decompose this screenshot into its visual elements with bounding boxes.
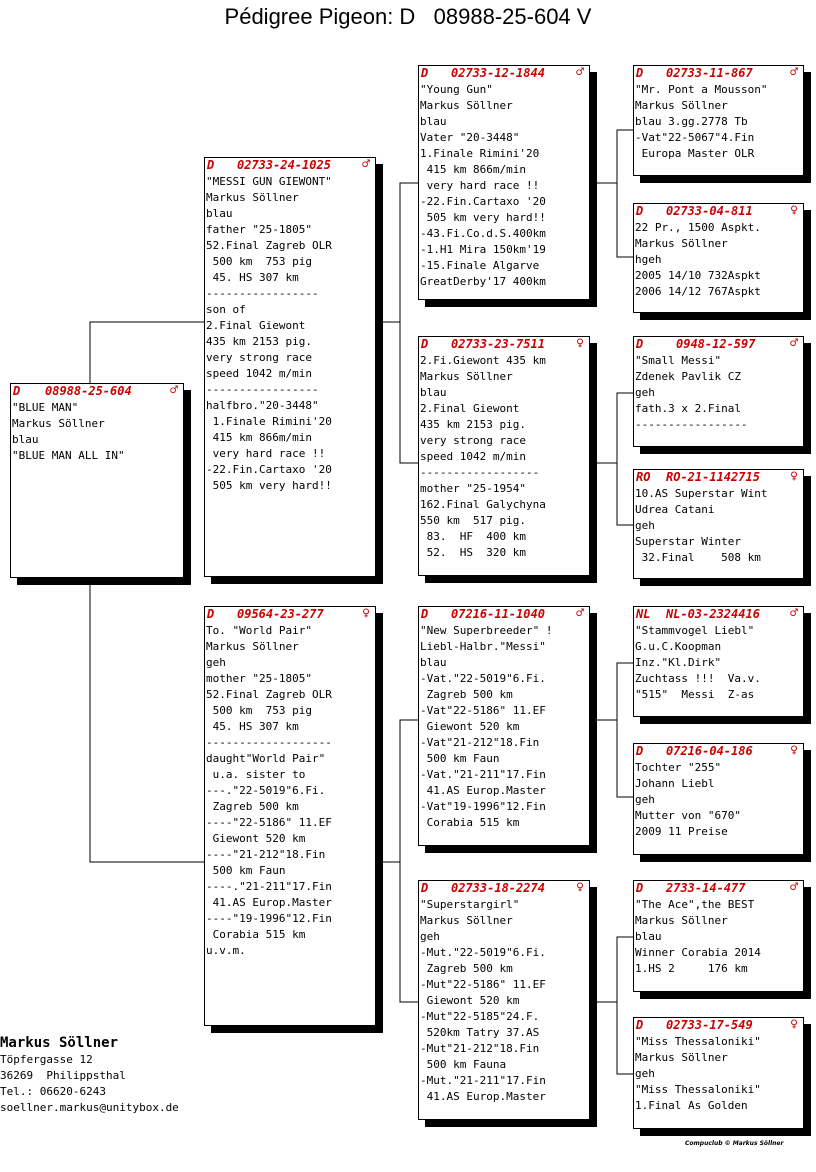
pigeon-info: "Superstargirl" Markus Söllner geh -Mut."22-5019"6.Fi. Zagreb 500 km -Mut"22-5186" 11.EF Giewont 520 km -Mut"22-5185"24.F. 520km Tatry 37.AS -Mut"21-212"18.Fin 500 km Fauna -Mut."21-211"17.Fin 41.AS Europ.Master [420,898,546,1103]
female-icon: ♀ [790,1017,798,1032]
female-icon: ♀ [576,880,584,895]
country-code: D [207,158,215,172]
ring-number: 07216-11-1040 [451,607,545,621]
pigeon-info: "Young Gun" Markus Söllner blau Vater "20-3448" 1.Finale Rimini'20 415 km 866m/min very hard race !! -22.Fin.Cartaxo '20 505 km very hard!! -43.Fi.Co.d.S.400km -1.H1 Mira 150km'19 -15.Finale Algarve GreatDerby'17 400km [420,83,546,288]
pigeon-info: "Mr. Pont a Mousson" Markus Söllner blau 3.gg.2778 Tb -Vat"22-5067"4.Fin Europa Master OLR [635,83,768,160]
pigeon-card-subject [10,383,184,578]
pigeon-info: To. "World Pair" Markus Söllner geh mother "25-1805" 52.Final Zagreb OLR 500 km 753 pig 45. HS 307 km ------------------- daught"World Pair" u.a. sister to ---."22-5019"6.Fi. Zagreb 500 km ----"22-5186" 11.EF Giewont 520 km ----"21-212"18.Fin 500 km Faun ----."21-211"17.Fin 41.AS Europ.Master ----"19-1996"12.Fin Corabia 515 km u.v.m. [206,624,332,957]
pigeon-info: 22 Pr., 1500 Aspkt. Markus Söllner hgeh 2005 14/10 732Aspkt 2006 14/12 767Aspkt [635,221,761,298]
ring-number: 02733-17-549 [666,1018,753,1032]
owner-name: Markus Söllner [0,1035,119,1051]
ring-number: 02733-11-867 [666,66,753,80]
country-code: D [421,607,429,621]
pigeon-info: Tochter "255" Johann Liebl geh Mutter von "670" 2009 11 Preise [635,761,741,838]
pigeon-card-dam-sire [418,606,590,846]
country-code: D [421,337,429,351]
female-icon: ♀ [362,606,370,621]
male-icon: ♂ [362,157,370,172]
ring-number: NL-03-2324416 [666,607,760,621]
pigeon-card-dds [633,880,804,992]
pigeon-card-sire-dam [418,336,590,576]
ring-number: 02733-24-1025 [237,158,331,172]
male-icon: ♂ [790,65,798,80]
owner-phone: Tel.: 06620-6243 [0,1085,106,1098]
pigeon-info: "Miss Thessaloniki" Markus Söllner geh "Miss Thessaloniki" 1.Final As Golden [635,1035,761,1112]
pigeon-card-sire-sire [418,65,590,300]
country-code: D [207,607,215,621]
pigeon-card-sdd [633,469,804,579]
country-code: D [636,1018,644,1032]
page-title: Pédigree Pigeon: D 08988-25-604 V [224,4,592,29]
pigeon-card-dsd [633,743,804,855]
country-code: D [636,744,644,758]
male-icon: ♂ [576,606,584,621]
pigeon-info: "The Ace",the BEST Markus Söllner blau Winner Corabia 2014 1.HS 2 176 km [635,898,761,975]
country-code: D [636,204,644,218]
ring-number: 08988-25-604 [45,384,132,398]
country-code: RO [636,470,651,484]
pigeon-info: "Small Messi" Zdenek Pavlik CZ geh fath.3 x 2.Final ----------------- [635,354,748,431]
female-icon: ♀ [790,203,798,218]
country-code: D [421,66,429,80]
country-code: D [421,881,429,895]
owner-email: soellner.markus@unitybox.de [0,1101,179,1114]
pigeon-card-sds [633,336,804,447]
female-icon: ♀ [576,336,584,351]
country-code: D [13,384,21,398]
pigeon-card-dss [633,606,804,717]
country-code: D [636,881,644,895]
pigeon-card-ddd [633,1017,804,1129]
ring-number: 2733-14-477 [666,881,746,895]
female-icon: ♀ [790,743,798,758]
pigeon-info: "MESSI GUN GIEWONT" Markus Söllner blau father "25-1805" 52.Final Zagreb OLR 500 km 753 pig 45. HS 307 km ----------------- son of 2.Final Giewont 435 km 2153 pig. very strong race speed 1042 m/min ----------------- halfbro."20-3448" 1.Finale Rimini'20 415 km 866m/min very hard race !! -22.Fin.Cartaxo '20 505 km very hard!! [206,175,332,492]
owner-city: 36269 Philippsthal [0,1069,126,1082]
pigeon-card-dam [204,606,376,1026]
ring-number: 02733-12-1844 [451,66,545,80]
pigeon-card-ssd [633,203,804,313]
female-icon: ♀ [790,469,798,484]
owner-address [0,1034,179,1116]
country-code: D [636,337,644,351]
pigeon-info: 10.AS Superstar Wint Udrea Catani geh Superstar Winter 32.Final 508 km [635,487,768,564]
ring-number: RO-21-1142715 [666,470,760,484]
ring-number: 02733-23-7511 [451,337,545,351]
pigeon-info: 2.Fi.Giewont 435 km Markus Söllner blau 2.Final Giewont 435 km 2153 pig. very strong race speed 1042 m/min ------------------ mother "25-1954" 162.Final Galychyna 550 km 517 pig. 83. HF 400 km 52. HS 320 km [420,354,546,559]
male-icon: ♂ [170,383,178,398]
male-icon: ♂ [790,336,798,351]
male-icon: ♂ [790,880,798,895]
owner-street: Töpfergasse 12 [0,1053,93,1066]
ring-number: 09564-23-277 [237,607,324,621]
pigeon-card-sss [633,65,804,176]
pigeon-info: "BLUE MAN" Markus Söllner blau "BLUE MAN ALL IN" [12,401,125,462]
country-code: D [636,66,644,80]
pigeon-card-dam-dam [418,880,590,1120]
ring-number: 02733-18-2274 [451,881,545,895]
ring-number: 07216-04-186 [666,744,753,758]
male-icon: ♂ [790,606,798,621]
pigeon-card-sire [204,157,376,577]
pigeon-info: "New Superbreeder" ! Liebl-Halbr."Messi" blau -Vat."22-5019"6.Fi. Zagreb 500 km -Vat"22-5186" 11.EF Giewont 520 km -Vat"21-212"18.Fin 500 km Faun -Vat."21-211"17.Fin 41.AS Europ.Master -Vat"19-1996"12.Fin Corabia 515 km [420,624,553,829]
ring-number: 02733-04-811 [666,204,753,218]
ring-number: 0948-12-597 [676,337,756,351]
pigeon-info: "Stammvogel Liebl" G.u.C.Koopman Inz."Kl.Dirk" Zuchtass !!! Va.v. "515" Messi Z-as [635,624,761,701]
male-icon: ♂ [576,65,584,80]
software-credit: Compuclub © Markus Söllner [685,1140,784,1147]
country-code: NL [636,607,651,621]
